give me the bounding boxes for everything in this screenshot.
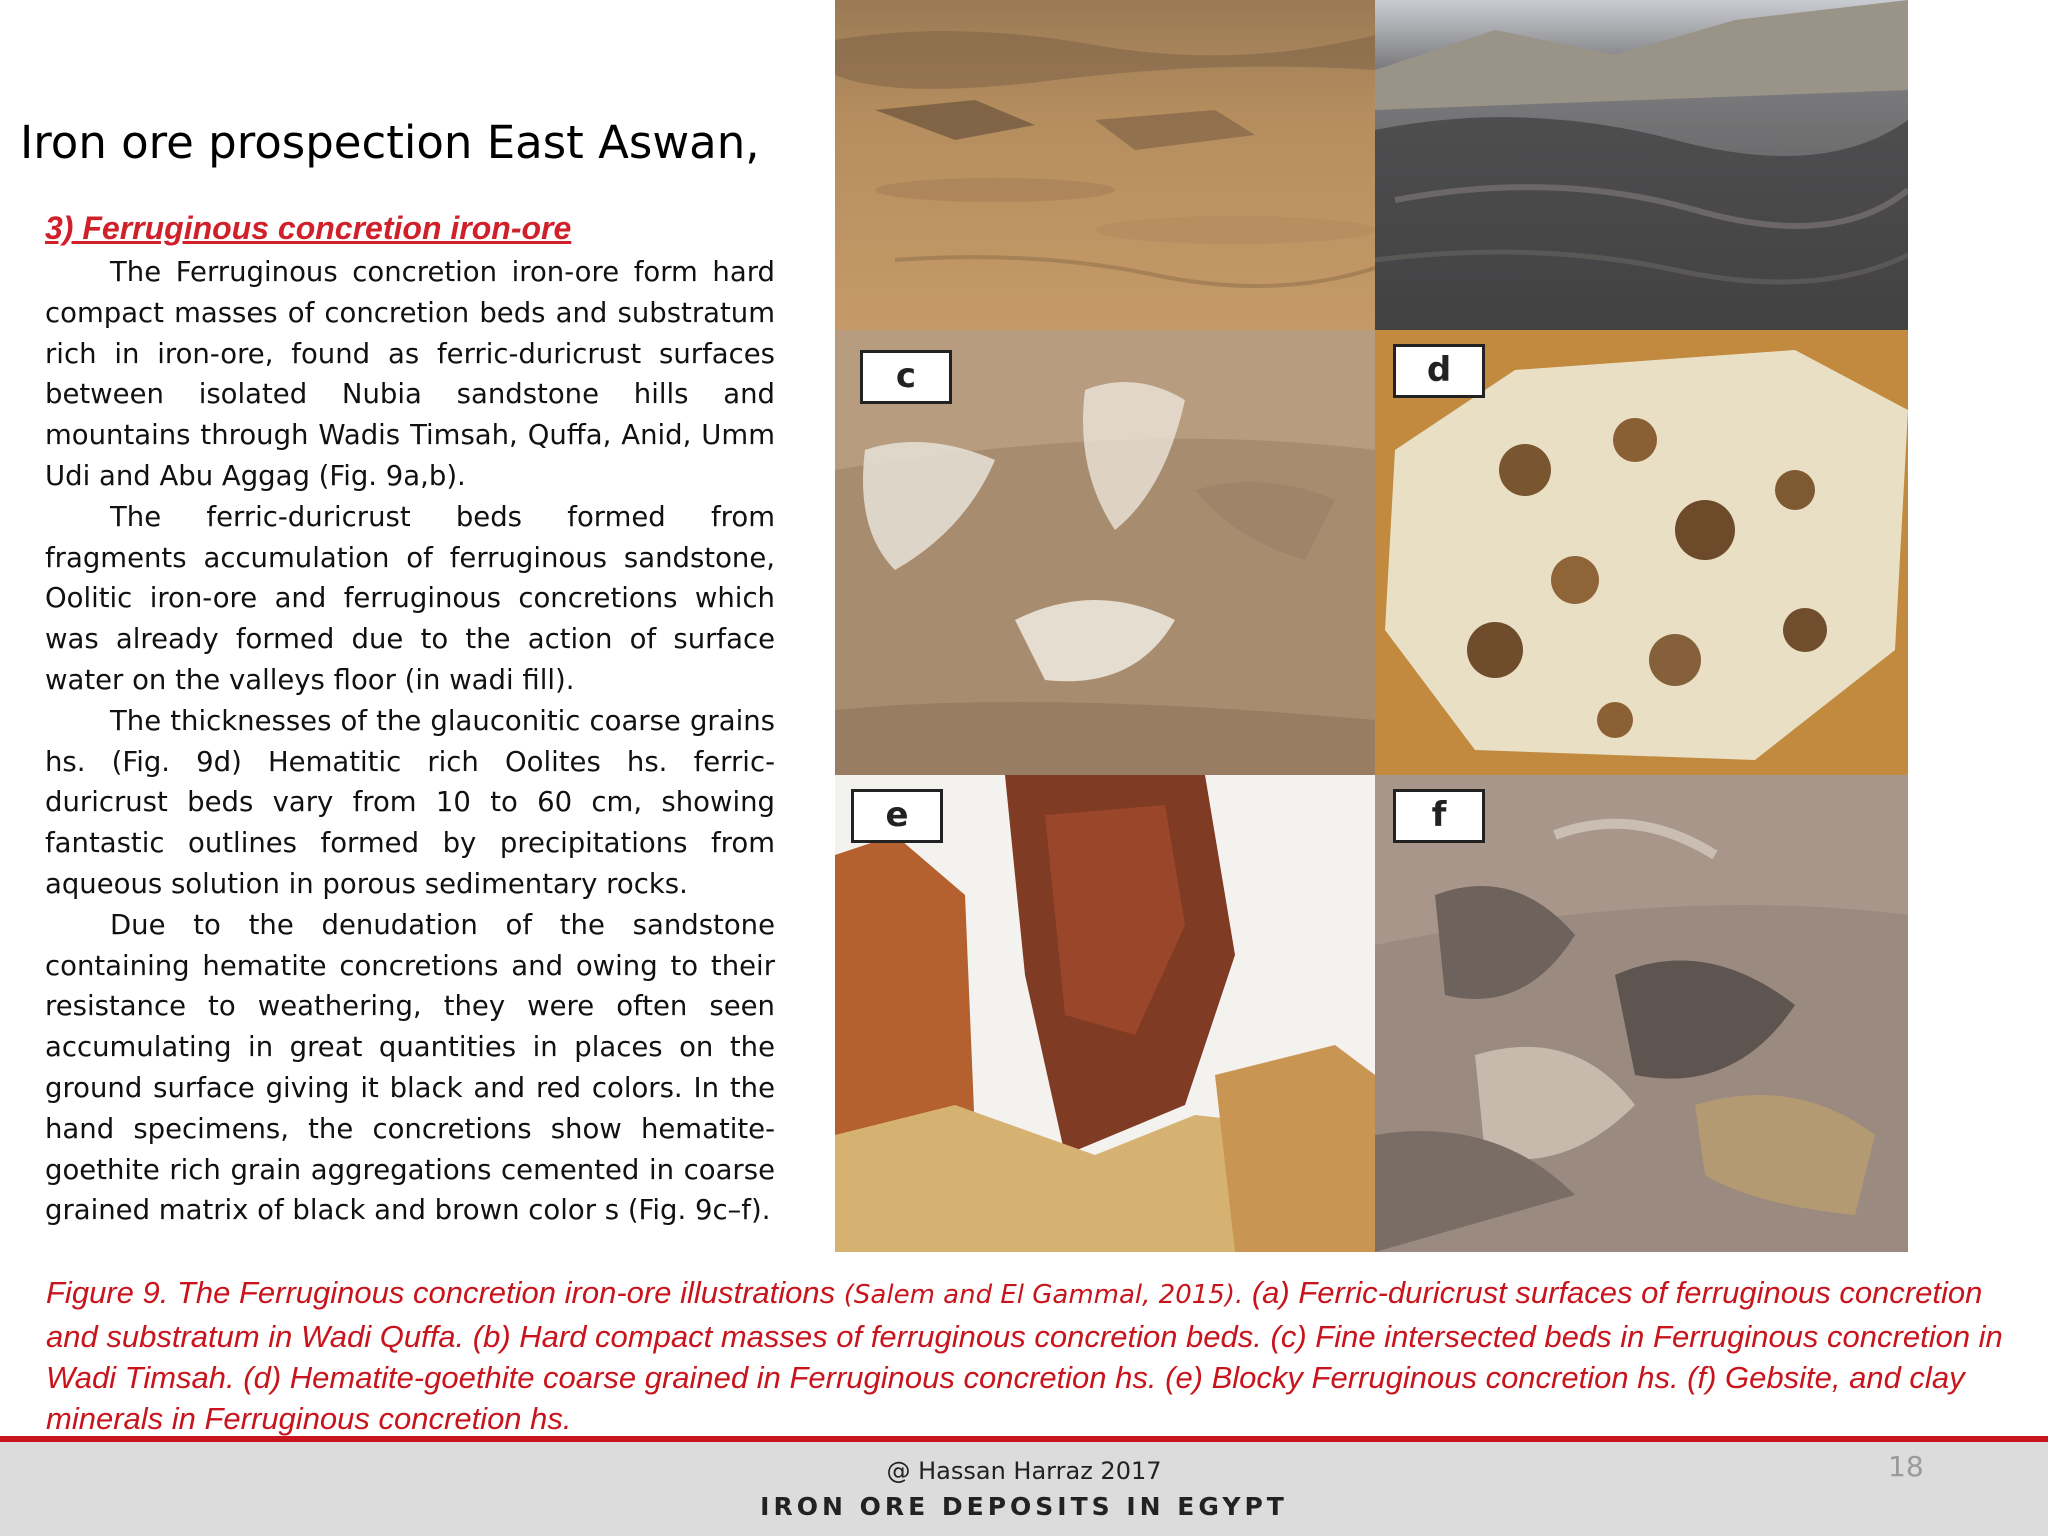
blocky-concretion-photo [835,775,1375,1252]
footer-credit: @ Hassan Harraz 2017 [886,1457,1162,1485]
figure-caption [46,1272,2006,1439]
section-heading: 3) Ferruginous concretion iron-ore [45,210,572,246]
panel-label-f: f [1393,789,1485,843]
caption-rest: (a) Ferric-duricrust surfaces of ferruginous concretion and substratum in Wadi Quffa. (b) Hard compact masses of ferruginous concretion beds. (c) Fine intersected beds in Ferruginous concretion in Wadi Timsah. (d) Hematite-goethite coarse grained in Ferruginous concretion hs. (e) Blocky Ferruginous concretion hs. (f) Gebsite, and clay minerals in Ferruginous concretion hs. [46,1275,2003,1436]
body-paragraph: The Ferruginous concretion iron-ore form hard compact masses of concretion beds and substratum rich in iron-ore, found as ferric-duricrust surfaces between isolated Nubia sandstone hills and mountains through Wadis Timsah, Quffa, Anid, Umm Udi and Abu Aggag (Fig. 9a,b). [45,256,775,492]
panel-label-c: c [860,350,952,404]
body-paragraph: Due to the denudation of the sandstone containing hematite concretions and owing to their resistance to weathering, they were often seen accumulating in great quantities in places on the ground surface giving it black and red colors. In the hand specimens, the concretions show hematite-goethite rich grain aggregations cemented in coarse grained matrix of black and brown color s (Fig. 9c–f). [45,908,775,1227]
dark-concretion-hillside-photo [1375,0,1908,330]
panel-label-e: e [851,789,943,843]
panel-label-d: d [1393,344,1485,398]
body-text [45,252,775,1231]
caption-lead: Figure 9. The Ferruginous concretion iron-ore illustrations [46,1275,844,1310]
desert-ferric-duricrust-photo [835,0,1375,330]
caption-citation: (Salem and El Gammal, 2015). [843,1280,1244,1310]
slide-title: Iron ore prospection East Aswan, [20,116,760,169]
body-paragraph: The thicknesses of the glauconitic coarse grains hs. (Fig. 9d) Hematitic rich Oolites hs. ferric-duricrust beds vary from 10 to 60 cm, showing fantastic outlines formed by precipitations from aqueous solution in porous sedimentary rocks. [45,704,775,900]
gebsite-clay-photo [1375,775,1908,1252]
figure-photo-grid [835,0,1908,1252]
footer-title: IRON ORE DEPOSITS IN EGYPT [760,1492,1288,1521]
hematite-goethite-specimen-photo [1375,330,1908,775]
body-paragraph: The ferric-duricrust beds formed from fragments accumulation of ferruginous sandstone, Oolitic iron-ore and ferruginous concretions which was already formed due to the action of surface water on the valleys floor (in wadi fill). [45,500,775,696]
page-number: 18 [1888,1450,1924,1483]
intersected-beds-photo [835,330,1375,775]
